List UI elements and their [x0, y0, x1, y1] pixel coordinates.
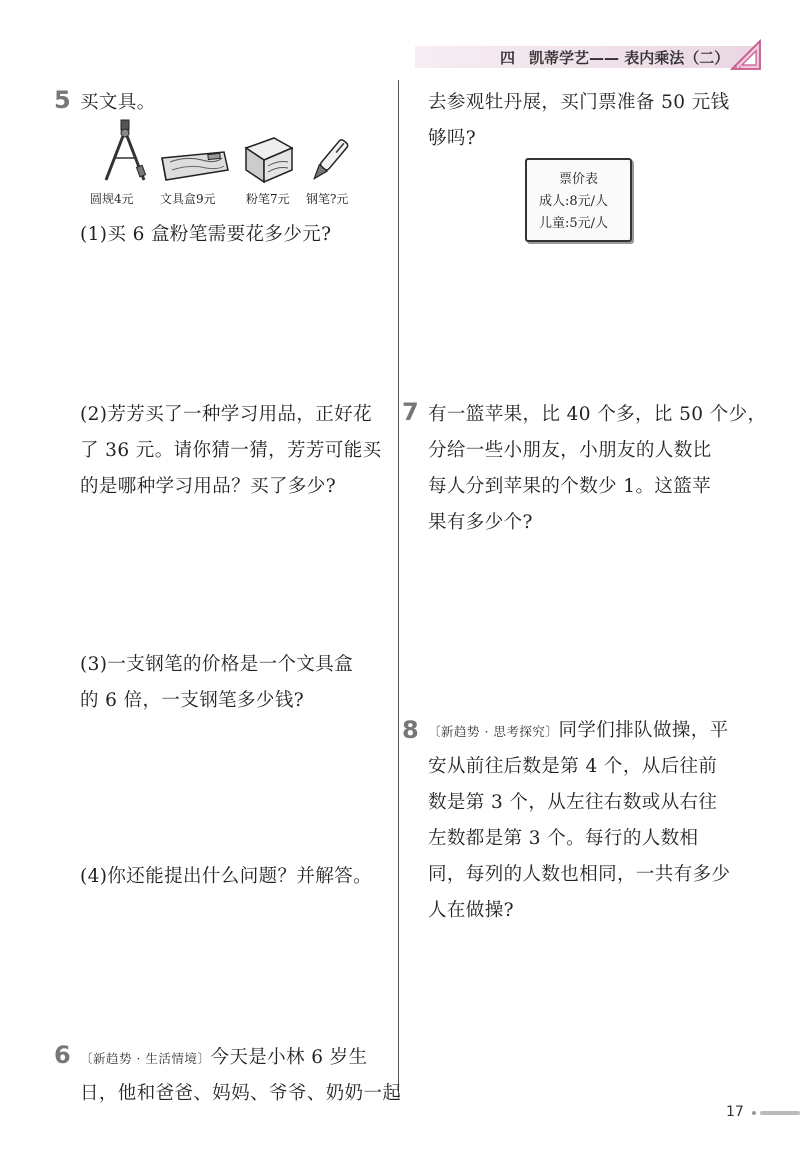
compass-caption: 圆规4元	[90, 192, 134, 206]
column-divider	[398, 80, 399, 1098]
question-5-part-4: (4)你还能提出什么问题？并解答。	[80, 866, 373, 887]
question-6-line-2: 日，他和爸爸、妈妈、爷爷、奶奶一起	[80, 1083, 402, 1104]
question-6-tag: 〔 新趋势 · 生活情境 〕	[80, 1051, 210, 1066]
pencil-box-icon	[156, 148, 232, 184]
question-6-number: 6	[54, 1041, 71, 1069]
question-8-line-6: 人在做操?	[428, 900, 514, 921]
question-6-line-1	[80, 1043, 368, 1069]
triangle-ruler-icon	[728, 37, 764, 73]
fountain-pen-icon	[306, 134, 352, 188]
header-title	[500, 47, 729, 68]
question-5-number: 5	[54, 86, 71, 114]
page-bar	[760, 1111, 800, 1115]
question-8-tag: 〔 新趋势 · 思考探究 〕	[428, 724, 558, 739]
ticket-title: 票价表	[558, 172, 598, 187]
compass-icon	[100, 118, 150, 184]
question-8-number: 8	[402, 716, 419, 744]
chalk-box-icon	[240, 134, 296, 186]
question-7-line-4: 果有多少个?	[428, 512, 533, 533]
question-8-line-5: 同，每列的人数也相同，一共有多少	[428, 864, 731, 885]
question-5-part-2-line-1: (2)芳芳买了一种学习用品，正好花	[80, 404, 373, 425]
question-7-number: 7	[402, 398, 419, 426]
ticket-price-board	[525, 158, 632, 242]
question-7-line-1: 有一篮苹果，比 40 个多，比 50 个少，	[428, 404, 767, 425]
question-5-part-2-line-3: 的是哪种学习用品？买了多少?	[80, 476, 337, 497]
header-section: 四	[500, 49, 516, 67]
question-5-intro: 买文具。	[80, 92, 156, 113]
question-7-line-3: 每人分到苹果的个数少 1。这篮苹	[428, 476, 712, 497]
question-5-part-2-line-2: 了 36 元。请你猜一猜，芳芳可能买	[80, 440, 382, 461]
pen-caption: 钢笔?元	[306, 192, 349, 206]
ticket-child-price: 儿童:5元/人	[539, 216, 609, 231]
page-dot	[752, 1111, 756, 1115]
question-5-part-1: (1)买 6 盒粉笔需要花多少元?	[80, 224, 332, 245]
question-8-line-1	[428, 716, 729, 742]
question-5-part-3-line-2: 的 6 倍，一支钢笔多少钱?	[80, 690, 305, 711]
pencil-box-caption: 文具盒9元	[160, 192, 216, 206]
question-7-line-2: 分给一些小朋友，小朋友的人数比	[428, 440, 712, 461]
ticket-adult-price: 成人:8元/人	[539, 194, 609, 209]
question-8-line-4: 左数都是第 3 个。每行的人数相	[428, 828, 699, 849]
header-chapter: 凯蒂学艺—— 表内乘法（二）	[529, 49, 730, 67]
question-8-text-1: 同学们排队做操，平	[558, 720, 729, 741]
question-6-line-4: 够吗?	[428, 128, 477, 149]
page-number: 17	[726, 1104, 744, 1120]
question-8-line-2: 安从前往后数是第 4 个，从后往前	[428, 756, 718, 777]
question-6-text-1: 今天是小林 6 岁生	[210, 1047, 368, 1068]
question-5-part-3-line-1: (3)一支钢笔的价格是一个文具盒	[80, 654, 354, 675]
question-6-line-3: 去参观牡丹展，买门票准备 50 元钱	[428, 92, 730, 113]
chalk-caption: 粉笔7元	[246, 192, 290, 206]
question-8-line-3: 数是第 3 个，从左往右数或从右往	[428, 792, 718, 813]
